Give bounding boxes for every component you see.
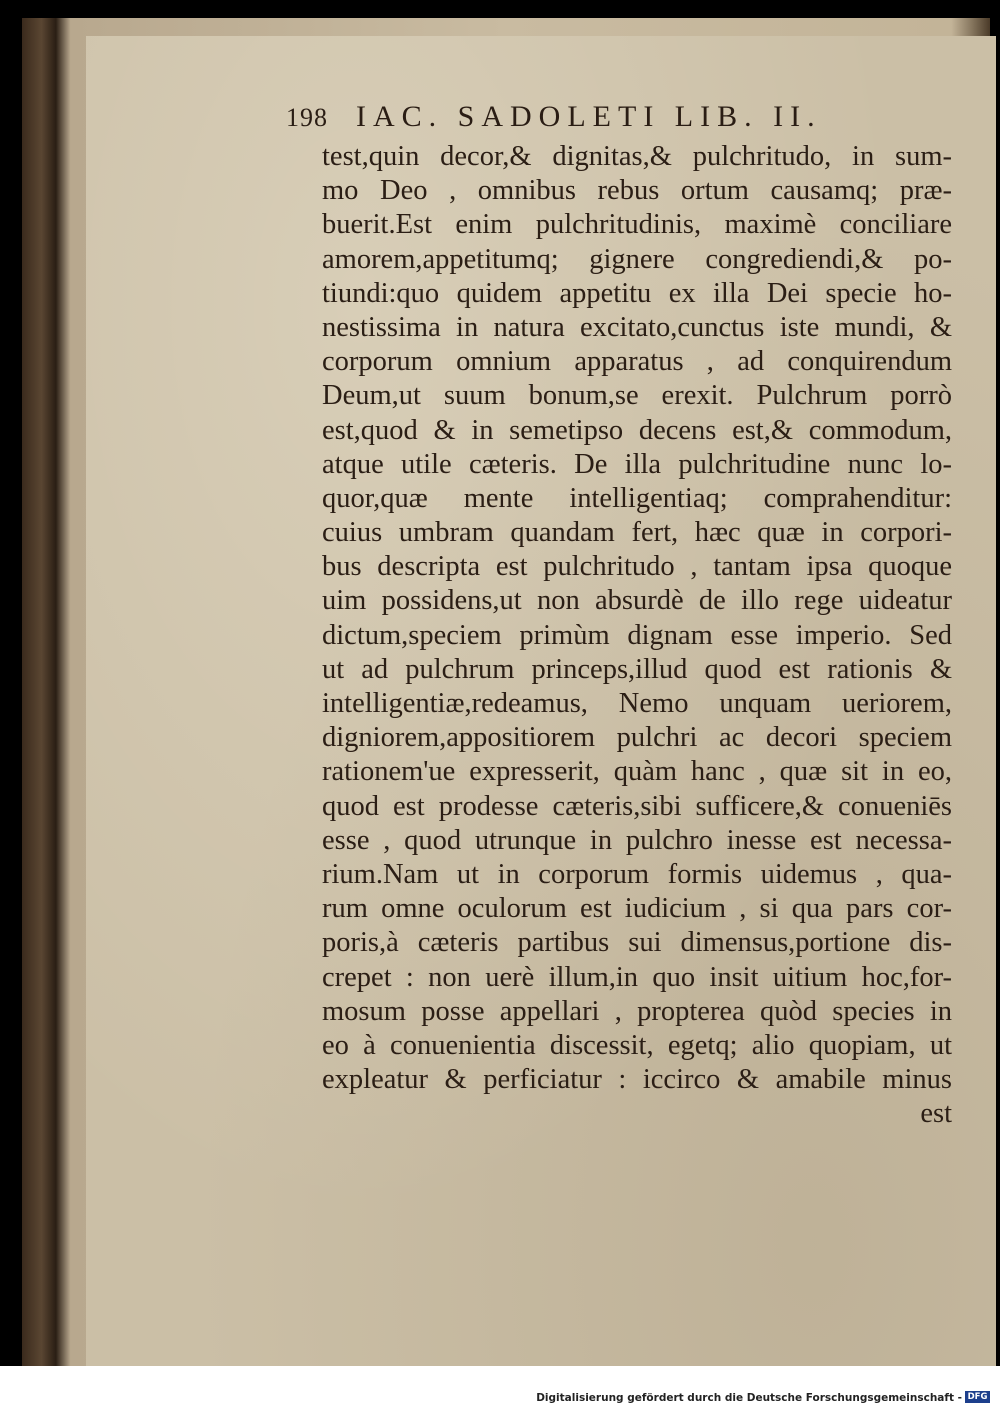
text-line: mosum posse appellari , propterea quòd species in	[322, 995, 952, 1027]
text-line: rium.Nam ut in corporum formis uidemus , qua-	[322, 858, 952, 890]
funding-credit: Digitalisierung gefördert durch die Deutsche Forschungsgemeinschaft -	[536, 1392, 962, 1404]
text-line: test,quin decor,& dignitas,& pulchritudo, in sum-	[322, 141, 952, 172]
text-line: crepet : non uerè illum,in quo insit uitium hoc,for-	[322, 961, 952, 993]
page-number: 198	[286, 103, 328, 132]
text-line: atque utile cæteris. De illa pulchritudine nunc lo-	[322, 448, 952, 480]
digitization-footer	[0, 1366, 1000, 1406]
text-line: rum omne oculorum est iudicium , si qua pars cor-	[322, 893, 952, 925]
text-line: expleatur & perficiatur : iccirco & amabile minus	[322, 1064, 952, 1096]
text-line: rationem'ue expresserit, quàm hanc , quæ sit in eo,	[322, 756, 952, 788]
text-line: esse , quod utrunque in pulchro inesse est necessa-	[322, 824, 952, 856]
running-header	[286, 100, 926, 140]
text-line: ut ad pulchrum princeps,illud quod est rationis &	[322, 653, 952, 685]
text-line: eo à conuenientia discessit, egetq; alio quopiam, ut	[322, 1029, 952, 1061]
text-line: cuius umbram quandam fert, hæc quæ in corpori-	[322, 517, 952, 549]
text-line: bus descripta est pulchritudo , tantam ipsa quoque	[322, 551, 952, 583]
body-text	[322, 140, 952, 1131]
text-line: poris,à cæteris partibus sui dimensus,portione dis-	[322, 927, 952, 959]
running-title: IAC. SADOLETI LIB. II.	[356, 100, 822, 133]
text-line: mo Deo , omnibus rebus ortum causamq; præ-	[322, 175, 952, 207]
catchword: est	[920, 1098, 952, 1130]
text-line: quor,quæ mente intelligentiaq; comprahenditur:	[322, 482, 952, 514]
dfg-logo: DFG	[965, 1391, 990, 1403]
text-line: corporum omnium apparatus , ad conquirendum	[322, 346, 952, 378]
text-line: digniorem,appositiorem pulchri ac decori speciem	[322, 722, 952, 754]
text-line: quod est prodesse cæteris,sibi sufficere,& conueniēs	[322, 790, 952, 822]
text-line: intelligentiæ,redeamus, Nemo unquam ueriorem,	[322, 688, 952, 719]
text-line: nestissima in natura excitato,cunctus iste mundi, &	[322, 311, 952, 343]
text-line: dictum,speciem primùm dignam esse imperio. Sed	[322, 619, 952, 651]
text-line: uim possidens,ut non absurdè de illo rege uideatur	[322, 585, 952, 617]
text-line: est,quod & in semetipso decens est,& commodum,	[322, 414, 952, 446]
text-line: tiundi:quo quidem appetitu ex illa Dei specie ho-	[322, 277, 952, 309]
text-line: buerit.Est enim pulchritudinis, maximè conciliare	[322, 209, 952, 241]
text-line: amorem,appetitumq; gignere congrediendi,& po-	[322, 243, 952, 275]
text-line: Deum,ut suum bonum,se erexit. Pulchrum porrò	[322, 380, 952, 412]
